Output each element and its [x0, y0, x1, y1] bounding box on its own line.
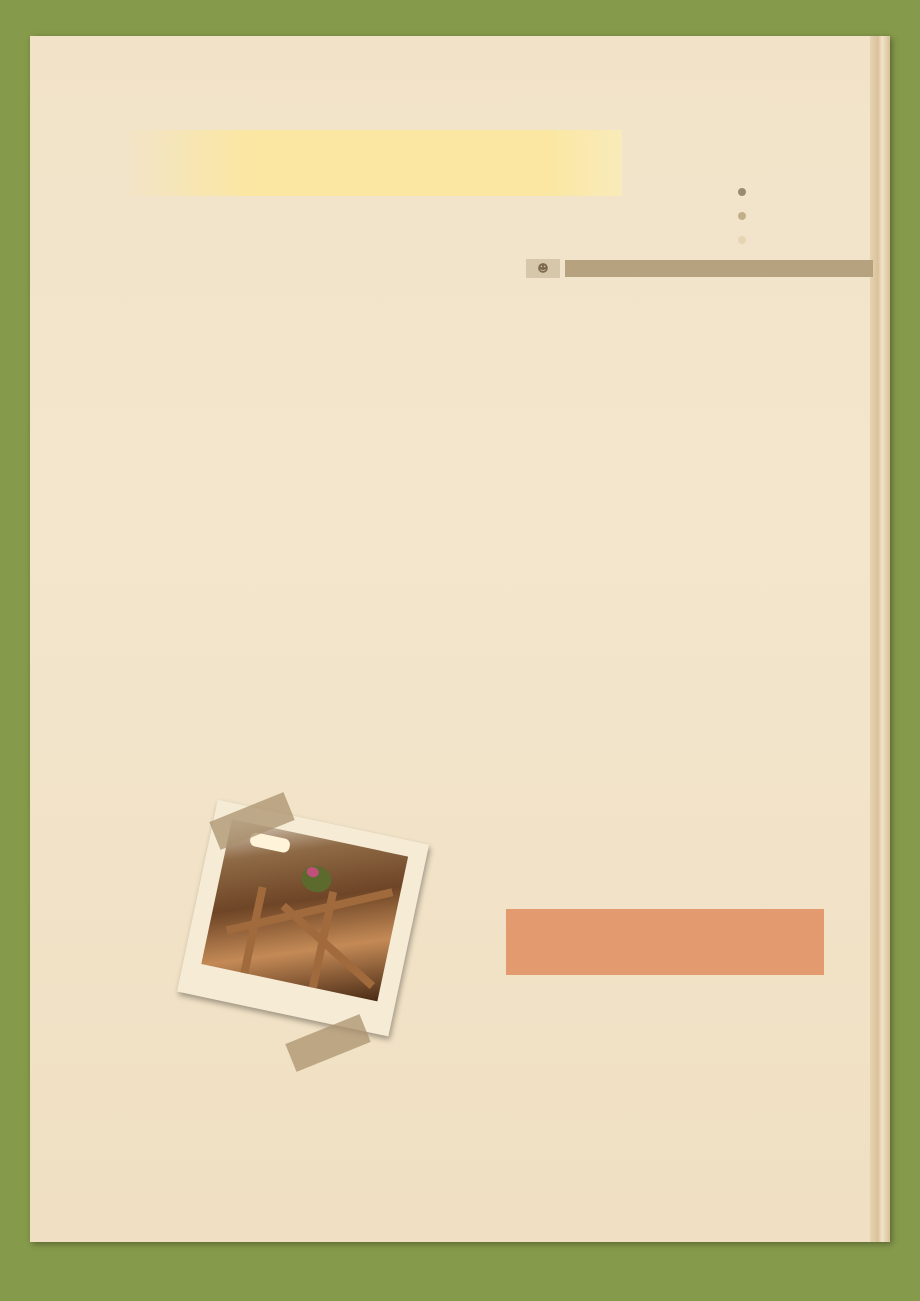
zone-legend-item: [738, 204, 752, 228]
zone-dot-icon: [738, 188, 746, 196]
zone-dot-icon: [738, 236, 746, 244]
zone-legend-item: [738, 180, 752, 204]
page-edge: [870, 36, 890, 1242]
notes-header: [565, 260, 873, 277]
date-highlight: [122, 130, 622, 196]
polaroid-photo: [175, 800, 429, 1046]
zone-dot-icon: [738, 212, 746, 220]
zone-legend-item: [738, 228, 752, 252]
zone-legend: [738, 180, 752, 252]
gite-interior-photo: [201, 819, 408, 1001]
km-label-box: [506, 909, 824, 975]
notebook-page: [30, 36, 890, 1242]
person-icon: ☻: [526, 259, 560, 278]
wood-beam: [240, 886, 267, 976]
